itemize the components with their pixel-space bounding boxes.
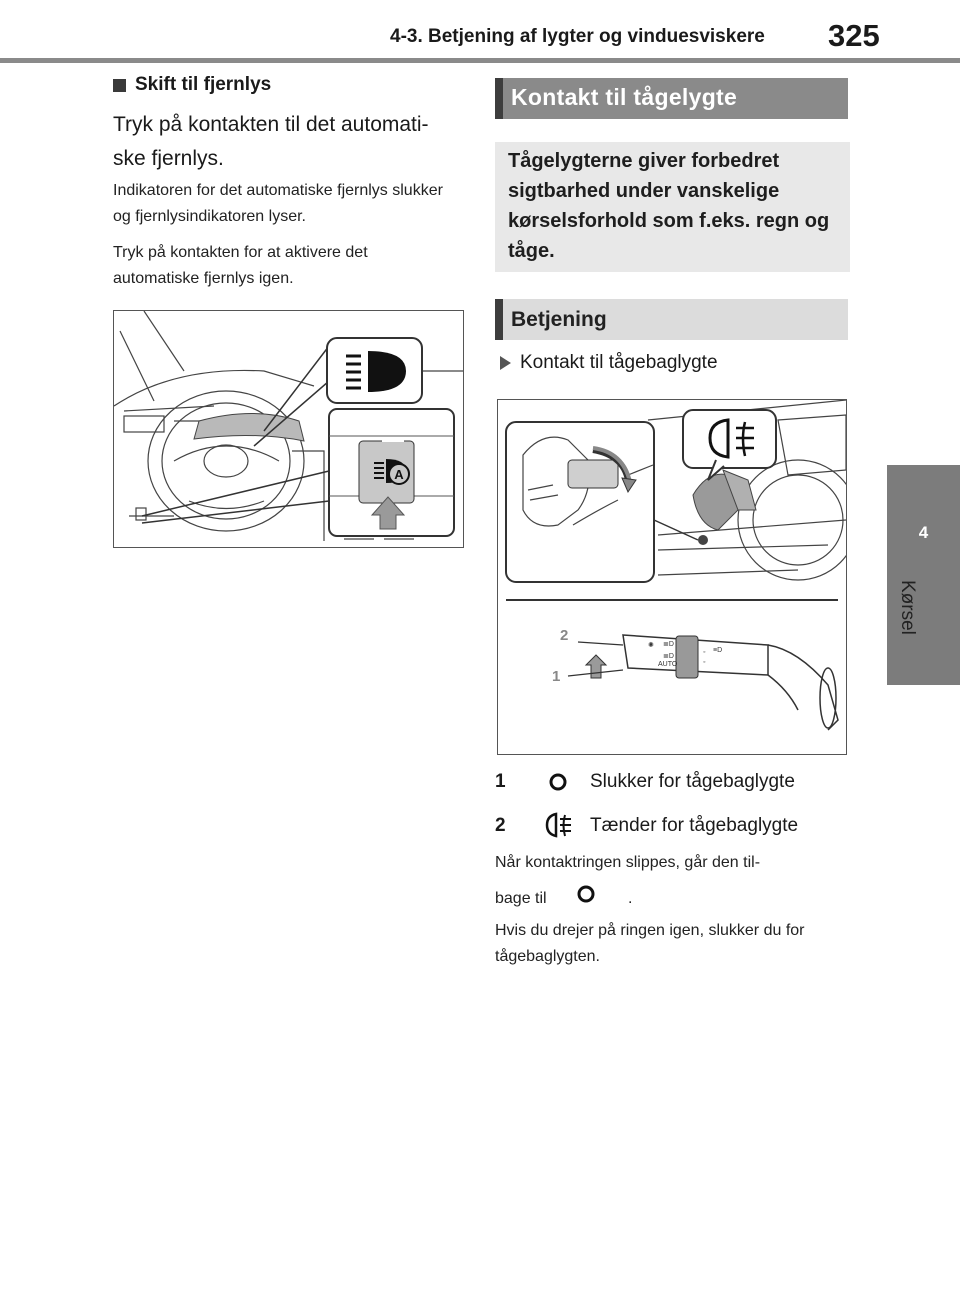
chapter-tab	[887, 465, 960, 685]
rear-fog-lamp-icon	[544, 810, 574, 845]
diagram-label-1: 1	[552, 668, 561, 685]
section-heading-accent	[495, 78, 503, 119]
return-note-line2-start: bage til	[495, 890, 547, 907]
diagram-label-2: 2	[560, 627, 569, 644]
return-note-line1: Når kontaktringen slippes, går den til-	[495, 854, 761, 871]
svg-text:A: A	[394, 467, 404, 482]
auto-high-beam-illustration	[113, 310, 464, 548]
square-bullet-icon	[113, 79, 126, 92]
subheading-accent	[495, 299, 503, 340]
subheading-bar	[495, 299, 848, 340]
page-number: 325	[828, 18, 880, 53]
dashboard-drawing	[114, 311, 463, 547]
off-ring-inline-icon	[576, 883, 596, 910]
section-heading: Kontakt til tågelygte	[511, 84, 738, 110]
note-reactivate: Tryk på kontakten for at aktivere det automatiske fjernlys igen.	[113, 244, 368, 287]
svg-text:AUTO: AUTO	[658, 661, 678, 668]
fog-light-switch-illustration	[497, 399, 847, 755]
triangle-bullet-icon	[500, 356, 511, 370]
list-number-1: 1	[495, 771, 506, 792]
chapter-number: 4	[918, 523, 929, 542]
instruction-text: Tryk på kontakten til det automati-ske fjernlys.	[113, 113, 429, 170]
chapter-label: Kørsel	[897, 580, 918, 635]
operation-heading: Betjening	[511, 308, 607, 331]
section-heading-bar	[495, 78, 848, 119]
header-rule	[0, 58, 960, 63]
list-text-1: Slukker for tågebaglygte	[590, 771, 795, 792]
fog-switch-drawing	[498, 400, 846, 754]
section-title: 4-3. Betjening af lygter og vinduesviskere	[390, 26, 765, 47]
svg-text:✺: ✺	[648, 642, 654, 649]
off-ring-icon	[548, 771, 568, 798]
svg-text:◦: ◦	[703, 659, 706, 666]
intro-text: Tågelygterne giver forbedret sigtbarhed under vanskelige kørselsforhold som f.eks. regn og tåge.	[508, 150, 830, 262]
svg-text:≣D: ≣D	[663, 641, 674, 648]
note-indicator: Indikatoren for det automatiske fjernlys slukker og fjernlysindikatoren lyser.	[113, 182, 443, 225]
list-text-2: Tænder for tågebaglygte	[590, 815, 799, 836]
svg-text:≡D: ≡D	[713, 647, 723, 654]
item-heading: Kontakt til tågebaglygte	[520, 352, 718, 373]
subsection-heading: Skift til fjernlys	[135, 74, 272, 95]
return-note-line2-end: .	[628, 890, 633, 907]
last-note: Hvis du drejer på ringen igen, slukker du for tågebaglygten.	[495, 922, 805, 965]
list-number-2: 2	[495, 815, 506, 836]
svg-text:≣D: ≣D	[663, 653, 674, 660]
svg-text:◦: ◦	[703, 649, 706, 656]
